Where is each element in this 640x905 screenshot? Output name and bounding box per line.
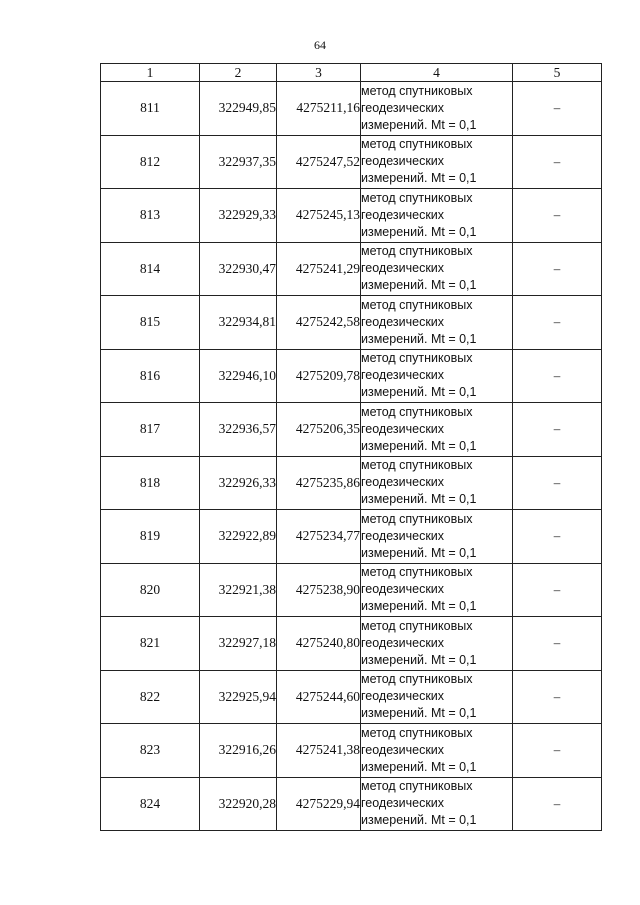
- y-coordinate-cell: 4275206,35: [277, 403, 361, 457]
- point-number-cell: 819: [101, 510, 200, 564]
- note-cell: –: [513, 403, 602, 457]
- point-number-cell: 813: [101, 189, 200, 243]
- column-header-1: 1: [101, 64, 200, 82]
- x-coordinate-cell: 322937,35: [200, 135, 277, 189]
- x-coordinate-cell: 322922,89: [200, 510, 277, 564]
- method-cell: метод спутниковых геодезических измерений. Mt = 0,1: [361, 82, 513, 136]
- note-cell: –: [513, 724, 602, 778]
- table-row: [101, 296, 602, 350]
- method-cell: метод спутниковых геодезических измерений. Mt = 0,1: [361, 135, 513, 189]
- method-cell: метод спутниковых геодезических измерений. Mt = 0,1: [361, 617, 513, 671]
- column-header-3: 3: [277, 64, 361, 82]
- table-row: [101, 724, 602, 778]
- table-row: [101, 563, 602, 617]
- column-header-5: 5: [513, 64, 602, 82]
- point-number-cell: 818: [101, 456, 200, 510]
- x-coordinate-cell: 322934,81: [200, 296, 277, 350]
- table-row: [101, 670, 602, 724]
- x-coordinate-cell: 322946,10: [200, 349, 277, 403]
- x-coordinate-cell: 322921,38: [200, 563, 277, 617]
- column-header-2: 2: [200, 64, 277, 82]
- point-number-cell: 823: [101, 724, 200, 778]
- point-number-cell: 821: [101, 617, 200, 671]
- table-row: [101, 403, 602, 457]
- y-coordinate-cell: 4275241,29: [277, 242, 361, 296]
- method-cell: метод спутниковых геодезических измерений. Mt = 0,1: [361, 670, 513, 724]
- method-cell: метод спутниковых геодезических измерений. Mt = 0,1: [361, 563, 513, 617]
- method-cell: метод спутниковых геодезических измерений. Mt = 0,1: [361, 724, 513, 778]
- x-coordinate-cell: 322926,33: [200, 456, 277, 510]
- x-coordinate-cell: 322929,33: [200, 189, 277, 243]
- note-cell: –: [513, 456, 602, 510]
- table-row: [101, 777, 602, 831]
- x-coordinate-cell: 322916,26: [200, 724, 277, 778]
- y-coordinate-cell: 4275244,60: [277, 670, 361, 724]
- point-number-cell: 820: [101, 563, 200, 617]
- y-coordinate-cell: 4275234,77: [277, 510, 361, 564]
- method-cell: метод спутниковых геодезических измерений. Mt = 0,1: [361, 296, 513, 350]
- point-number-cell: 812: [101, 135, 200, 189]
- note-cell: –: [513, 296, 602, 350]
- point-number-cell: 814: [101, 242, 200, 296]
- note-cell: –: [513, 510, 602, 564]
- table-row: [101, 510, 602, 564]
- x-coordinate-cell: 322927,18: [200, 617, 277, 671]
- table-row: [101, 242, 602, 296]
- note-cell: –: [513, 563, 602, 617]
- note-cell: –: [513, 617, 602, 671]
- coordinates-table: [100, 63, 602, 831]
- y-coordinate-cell: 4275235,86: [277, 456, 361, 510]
- method-cell: метод спутниковых геодезических измерений. Mt = 0,1: [361, 510, 513, 564]
- y-coordinate-cell: 4275245,13: [277, 189, 361, 243]
- point-number-cell: 816: [101, 349, 200, 403]
- table-row: [101, 349, 602, 403]
- method-cell: метод спутниковых геодезических измерений. Mt = 0,1: [361, 242, 513, 296]
- y-coordinate-cell: 4275242,58: [277, 296, 361, 350]
- table-row: [101, 456, 602, 510]
- y-coordinate-cell: 4275209,78: [277, 349, 361, 403]
- x-coordinate-cell: 322920,28: [200, 777, 277, 831]
- note-cell: –: [513, 82, 602, 136]
- note-cell: –: [513, 670, 602, 724]
- method-cell: метод спутниковых геодезических измерений. Mt = 0,1: [361, 189, 513, 243]
- y-coordinate-cell: 4275211,16: [277, 82, 361, 136]
- note-cell: –: [513, 777, 602, 831]
- y-coordinate-cell: 4275247,52: [277, 135, 361, 189]
- page-number: 64: [314, 38, 326, 52]
- y-coordinate-cell: 4275240,80: [277, 617, 361, 671]
- point-number-cell: 811: [101, 82, 200, 136]
- note-cell: –: [513, 242, 602, 296]
- method-cell: метод спутниковых геодезических измерений. Mt = 0,1: [361, 349, 513, 403]
- y-coordinate-cell: 4275229,94: [277, 777, 361, 831]
- note-cell: –: [513, 189, 602, 243]
- table-row: [101, 189, 602, 243]
- note-cell: –: [513, 135, 602, 189]
- x-coordinate-cell: 322949,85: [200, 82, 277, 136]
- x-coordinate-cell: 322936,57: [200, 403, 277, 457]
- point-number-cell: 824: [101, 777, 200, 831]
- table-row: [101, 82, 602, 136]
- y-coordinate-cell: 4275241,38: [277, 724, 361, 778]
- note-cell: –: [513, 349, 602, 403]
- x-coordinate-cell: 322930,47: [200, 242, 277, 296]
- point-number-cell: 817: [101, 403, 200, 457]
- point-number-cell: 822: [101, 670, 200, 724]
- method-cell: метод спутниковых геодезических измерений. Mt = 0,1: [361, 403, 513, 457]
- point-number-cell: 815: [101, 296, 200, 350]
- table-row: [101, 617, 602, 671]
- column-header-4: 4: [361, 64, 513, 82]
- x-coordinate-cell: 322925,94: [200, 670, 277, 724]
- table-row: [101, 135, 602, 189]
- method-cell: метод спутниковых геодезических измерений. Mt = 0,1: [361, 777, 513, 831]
- table-header-row: [101, 64, 602, 82]
- method-cell: метод спутниковых геодезических измерений. Mt = 0,1: [361, 456, 513, 510]
- y-coordinate-cell: 4275238,90: [277, 563, 361, 617]
